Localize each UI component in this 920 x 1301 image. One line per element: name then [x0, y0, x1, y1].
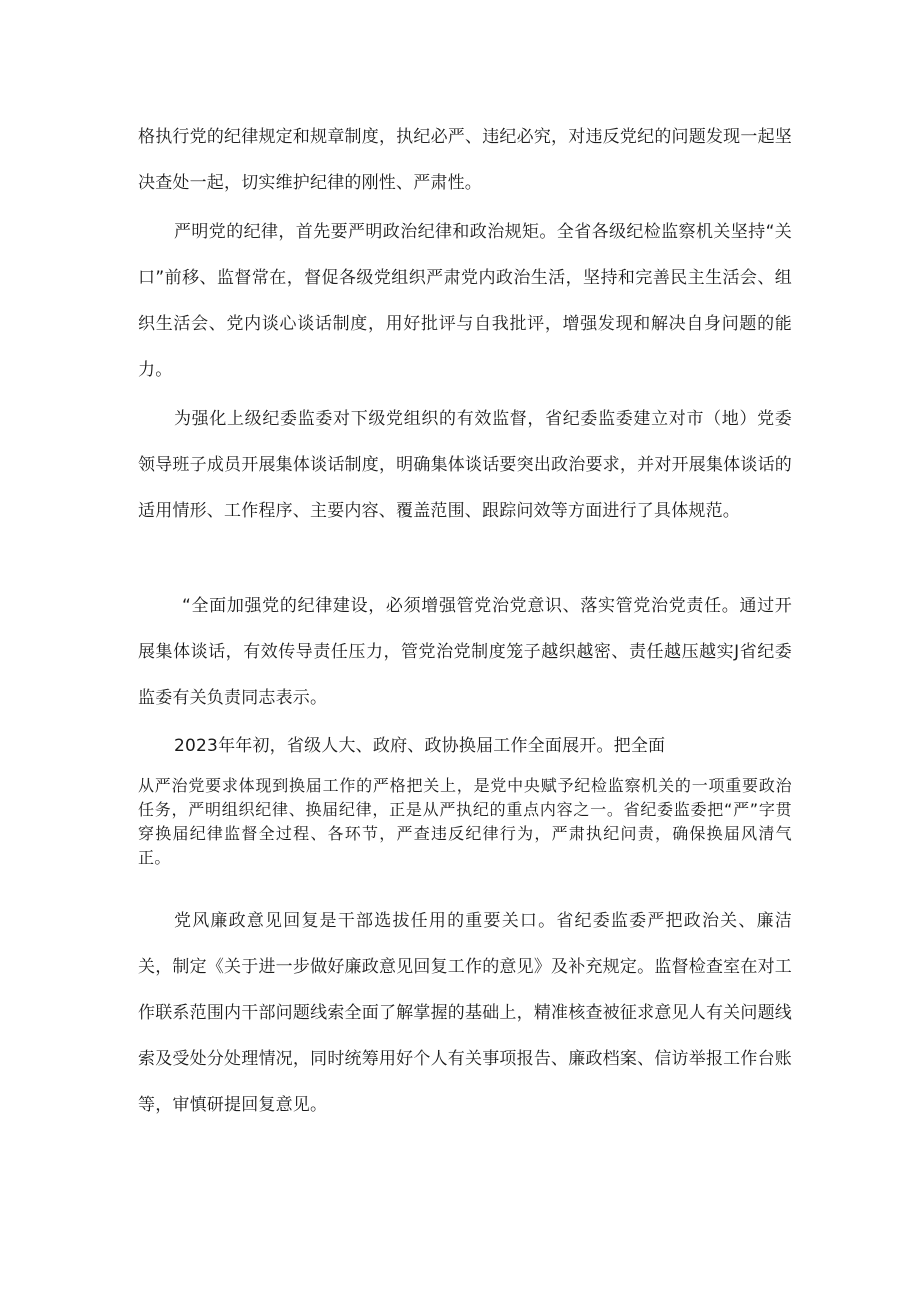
paragraph-election-intro: 2023年年初，省级人大、政府、政协换届工作全面展开。把全面 — [174, 736, 666, 756]
paragraph-quote-responsibility: “全面加强党的纪律建设，必须增强管党治党意识、落实管党治党责任。通过开展集体谈话，有效传导责任压力，管党治党制度笼子越织越密、责任越压越实J省纪委监委有关负责同志表示。 — [138, 596, 792, 708]
paragraph-election-discipline: 从严治党要求体现到换届工作的严格把关上，是党中央赋予纪检监察机关的一项重要政治任务，严明组织纪律、换届纪律，正是从严执纪的重点内容之一。省纪委监委把“严”字贯穿换届纪律监督全过程、各环节，严查违反纪律行为，严肃执纪问责，确保换届风清气正。 — [138, 776, 792, 867]
paragraph-integrity-opinion: 党风廉政意见回复是干部选拔任用的重要关口。省纪委监委严把政治关、廉洁关，制定《关于进一步做好廉政意见回复工作的意见》及补充规定。监督检查室在对工作联系范围内干部问题线索全面了解掌握的基础上，精准核查被征求意见人有关问题线索及受处分处理情况，同时统筹用好个人有关事项报告、廉政档案、信访举报工作台账等，审慎研提回复意见。 — [138, 911, 792, 1115]
paragraph-discipline-enforcement: 格执行党的纪律规定和规章制度，执纪必严、违纪必究，对违反党纪的问题发现一起坚决查处一起，切实维护纪律的刚性、严肃性。 — [138, 127, 792, 193]
paragraph-collective-talks: 为强化上级纪委监委对下级党组织的有效监督，省纪委监委建立对市（地）党委领导班子成员开展集体谈话制度，明确集体谈话要突出政治要求，并对开展集体谈话的适用情形、工作程序、主要内容、覆盖范围、跟踪问效等方面进行了具体规范。 — [138, 409, 792, 521]
paragraph-political-discipline: 严明党的纪律，首先要严明政治纪律和政治规矩。全省各级纪检监察机关坚持“关口”前移、监督常在，督促各级党组织严肃党内政治生活，坚持和完善民主生活会、组织生活会、党内谈心谈话制度，用好批评与自我批评，增强发现和解决自身问题的能力。 — [138, 222, 792, 380]
